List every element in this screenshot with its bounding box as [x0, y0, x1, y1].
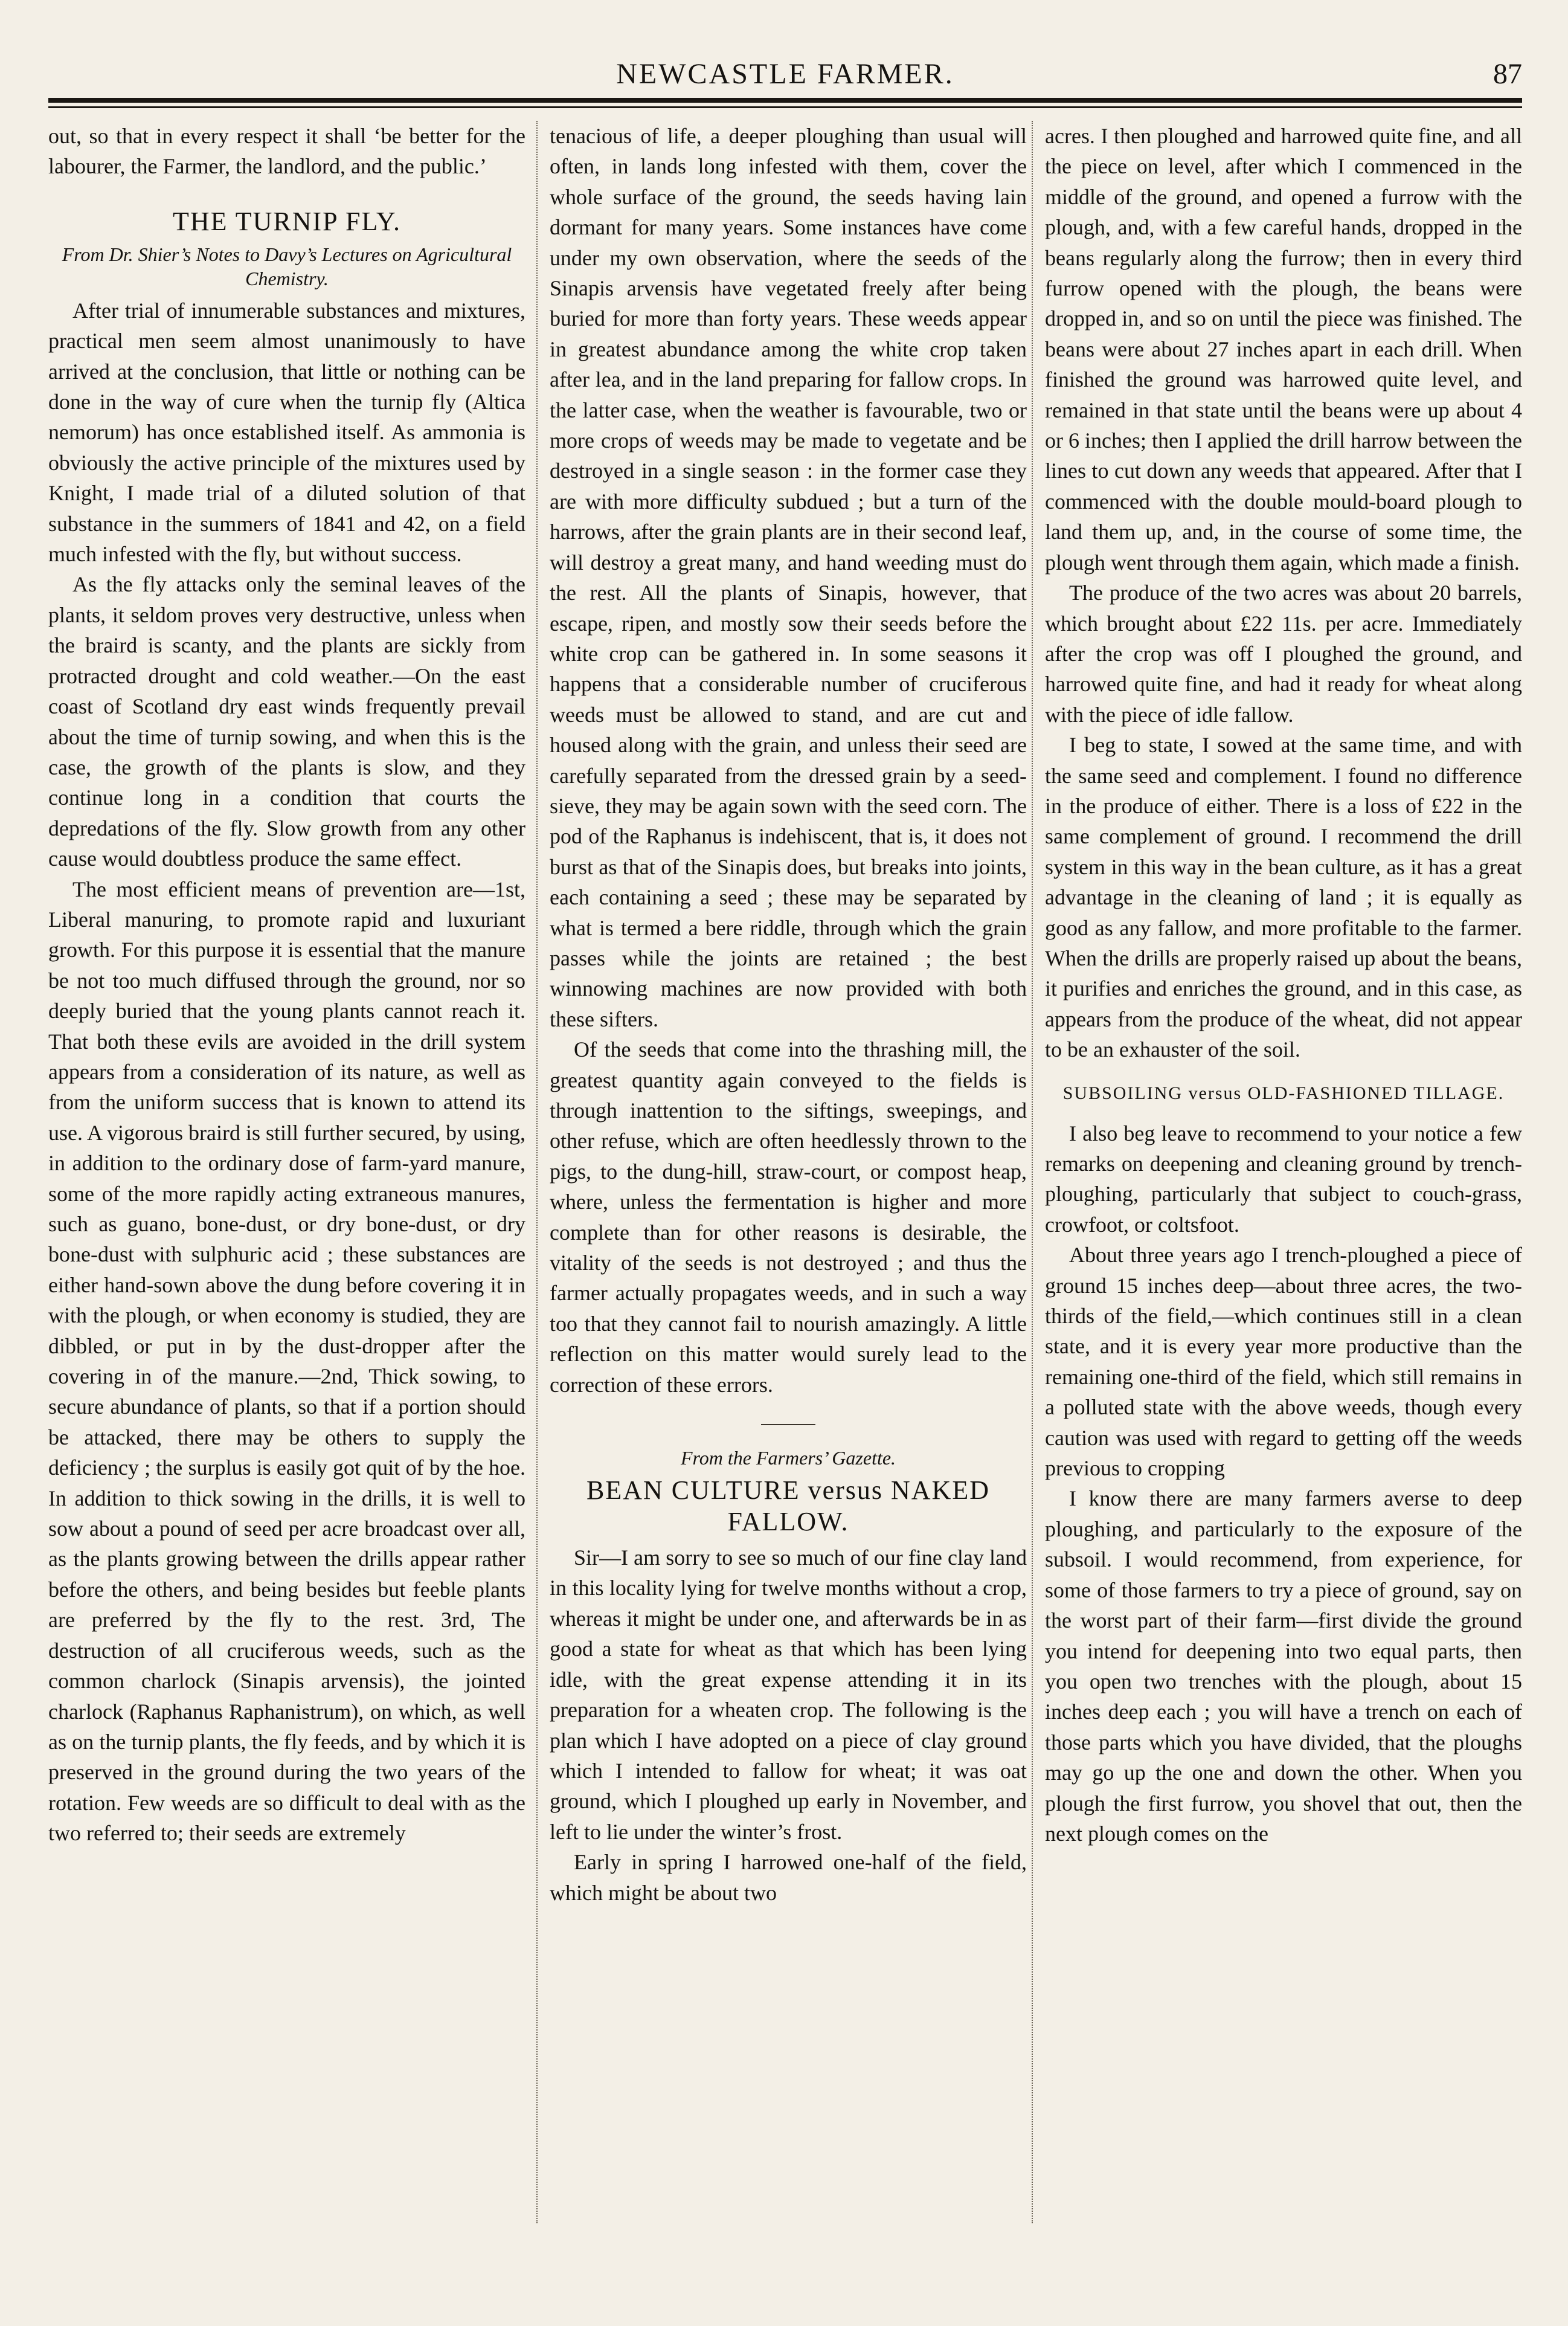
- paragraph: Sir—I am sorry to see so much of our fine clay land in this locality lying for twelve months without a crop, whereas it might be under one, and afterwards be in as good a state for wheat as that which has been lying idle, with the great expense attending it in its preparation for a wheaten crop. The following is the plan which I have adopted on a piece of clay ground which I intended to fallow for wheat; it was oat ground, which I ploughed up early in November, and left to lie under the winter’s frost.: [550, 1545, 1027, 1844]
- article-heading-bean-culture: BEAN CULTURE versus NAKED FALLOW.: [586, 1475, 991, 1537]
- paragraph: Of the seeds that come into the thrashing mill, the greatest quantity again conveyed to the fields is through inattention to the siftings, sweepings, and other refuse, which are often heedlessly thrown to the pigs, to the dung-hill, straw-court, or compost heap, where, unless the fermentation is higher and more complete than for other reasons is desirable, the vitality of the seeds is not destroyed ; and thus the farmer actually propagates weeds, and in such a way too that they cannot fail to nourish amazingly. A little reflection on this matter would surely lead to the correction of these errors.: [550, 1037, 1027, 1397]
- column-right: [1045, 121, 1522, 1849]
- paragraph: The most efficient means of prevention are—1st, Liberal manuring, to promote rapid and luxuriant growth. For this purpose it is essential that the manure be not too much diffused through the ground, nor so deeply buried that the young plants cannot reach it. That both these evils are avoided in the drill system appears from a consideration of its nature, as well as from the uniform success that is known to attend its use. A vigorous braird is still further secured, by using, in addition to the ordinary dose of farm-yard manure, some of the more rapidly acting extraneous manures, such as guano, bone-dust, or dry bone-dust, or dry bone-dust with sulphuric acid ; these substances are either hand-sown above the dung before covering it in with the plough, or when economy is studied, they are dibbled, or put in by the dust-dropper after the covering in of the manure.—2nd, Thick sowing, to secure abundance of plants, so that if a portion should be attacked, there may be others to supply the deficiency ; the surplus is easily got quit of by the hoe. In addition to thick sowing in the drills, it is well to sow about a pound of seed per acre broadcast over all, as the plants growing between the drills appear rather before the others, and being besides but feeble plants are preferred by the fly to the rest. 3rd, The destruction of all cruciferous weeds, such as the common charlock (Sinapis arvensis), the jointed charlock (Raphanus Raphanistrum), on which, as well as on the turnip plants, the fly feeds, and by which it is preserved in the ground during the two years of the rotation. Few weeds are so difficult to deal with as the two referred to; their seeds are extremely: [48, 877, 525, 1846]
- column-divider: [536, 121, 538, 2223]
- header-rule-thick: [48, 98, 1522, 103]
- paragraph: As the fly attacks only the seminal leaves of the plants, it seldom proves very destructive, unless when the braird is scanty, and the plants are sickly from protracted drought and cold weather.—On the east coast of Scotland dry east winds frequently prevail about the time of turnip sowing, and when this is the case, the growth of the plants is slow, and they continue long in a condition that courts the depredations of the fly. Slow growth from any other cause would doubtless produce the same effect.: [48, 572, 525, 871]
- page-header: [48, 57, 1522, 94]
- section-heading-subsoiling: SUBSOILING versus OLD-FASHIONED TILLAGE.: [1062, 1083, 1505, 1103]
- paragraph: I know there are many farmers averse to deep ploughing, and particularly to the exposure of the subsoil. I would recommend, from experience, for some of those farmers to try a piece of ground, say on the worst part of their farm—first divide the ground you intend for deepening into two equal parts, then you open two trenches with the plough, about 15 inches deep each ; you will have a trench on each of those parts which you have divided, that the ploughs may go up the one and down the other. When you plough the first furrow, you shovel that out, then the next plough comes on the: [1045, 1486, 1522, 1846]
- paragraph: About three years ago I trench-ploughed a piece of ground 15 inches deep—about three acres, the two-thirds of the field,—which continues still in a clean state, and it is every year more productive than the remaining one-third of the field, which still remains in a polluted state with the above weeds, though every caution was used with regard to getting off the weeds previous to cropping: [1045, 1243, 1522, 1481]
- page-number: 87: [1493, 58, 1522, 90]
- column-middle: [550, 121, 1027, 1908]
- paragraph: acres. I then ploughed and harrowed quite fine, and all the piece on level, after which I commenced in the middle of the ground, and opened a furrow with the plough, and, with a few careful hands, dropped in the beans regularly along the furrow; then in every third furrow opened with the plough, the beans were dropped in, and so on until the piece was finished. The beans were about 27 inches apart in each drill. When finished the ground was harrowed quite level, and remained in that state until the beans were up about 4 or 6 inches; then I applied the drill harrow between the lines to cut down any weeds that appeared. After that I commenced with the double mould-board plough to land them up, and, in the course of some time, the plough went through them again, which made a finish.: [1045, 124, 1522, 575]
- running-title: NEWCASTLE FARMER.: [616, 58, 954, 90]
- paragraph: I beg to state, I sowed at the same time, and with the same seed and complement. I found no difference in the produce of either. There is a loss of £22 in the same complement of ground. I recommend the drill system in this way in the bean culture, as it has a great advantage in the cleaning of land ; it is equally as good as any fallow, and more profitable to the farmer. When the drills are properly raised up about the beans, it purifies and enriches the ground, and in this case, as appears from the produce of the wheat, did not appear to be an exhauster of the soil.: [1045, 733, 1522, 1062]
- header-rule-thin: [48, 106, 1522, 108]
- article-source-turnip-fly: From Dr. Shier’s Notes to Davy’s Lectures on Agricultural Chemistry.: [62, 243, 512, 289]
- section-separator: [761, 1424, 815, 1425]
- continued-paragraph: out, so that in every respect it shall ‘be better for the labourer, the Farmer, the landlord, and the public.’: [48, 124, 525, 179]
- paragraph: Early in spring I harrowed one-half of the field, which might be about two: [550, 1850, 1027, 1905]
- article-source-bean-culture: From the Farmers’ Gazette.: [680, 1447, 896, 1469]
- paragraph: After trial of innumerable substances and mixtures, practical men seem almost unanimously to have arrived at the conclusion, that little or nothing can be done in the way of cure when the turnip fly (Altica nemorum) has once established itself. As ammonia is obviously the active principle of the mixtures used by Knight, I made trial of a diluted solution of that substance in the summers of 1841 and 42, on a field much infested with the fly, but without success.: [48, 298, 525, 567]
- paragraph: The produce of the two acres was about 20 barrels, which brought about £22 11s. per acre. Immediately after the crop was off I ploughed the ground, and harrowed quite fine, and had it ready for wheat along with the piece of idle fallow.: [1045, 581, 1522, 727]
- column-left: [48, 121, 525, 1849]
- article-heading-turnip-fly: THE TURNIP FLY.: [172, 206, 402, 236]
- column-divider: [1032, 121, 1033, 2223]
- paragraph: I also beg leave to recommend to your notice a few remarks on deepening and cleaning ground by trench-ploughing, particularly that subject to couch-grass, crowfoot, or coltsfoot.: [1045, 1121, 1522, 1237]
- paragraph: tenacious of life, a deeper ploughing than usual will often, in lands long infested with them, cover the whole surface of the ground, the seeds having lain dormant for many years. Some instances have come under my own observation, where the seeds of the Sinapis arvensis have vegetated freely after being buried for more than forty years. These weeds appear in greatest abundance among the white crop taken after lea, and in the land preparing for fallow crops. In the latter case, when the weather is favourable, two or more crops of weeds may be made to vegetate and be destroyed in a single season : in the former case they are with more difficulty subdued ; but a turn of the harrows, after the grain plants are in their second leaf, will destroy a great many, and hand weeding must do the rest. All the plants of Sinapis, however, that escape, ripen, and mostly sow their seeds before the white crop can be gathered in. In some seasons it happens that a considerable number of cruciferous weeds must be allowed to stand, and are cut and housed along with the grain, and unless their seed are carefully separated from the dressed grain by a seed-sieve, they may be again sown with the seed corn. The pod of the Raphanus is indehiscent, that is, it does not burst as that of the Sinapis does, but breaks into joints, each containing a seed ; these may be separated by what is termed a bere riddle, through which the grain passes while the joints are retained ; the best winnowing machines are now provided with both these sifters.: [550, 124, 1027, 1031]
